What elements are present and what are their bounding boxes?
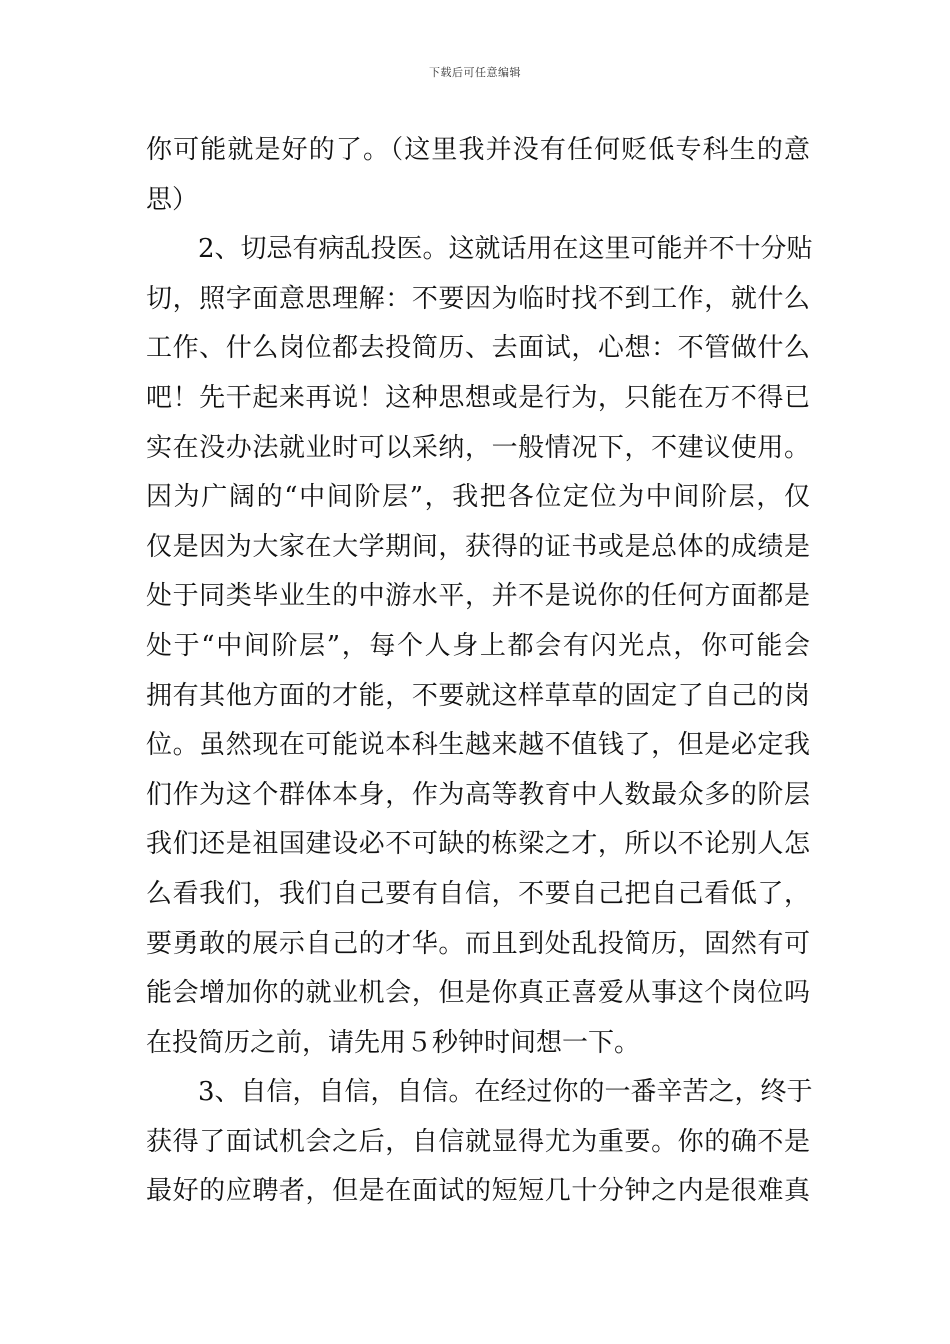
text-line: 工作、什么岗位都去投简历、去面试，心想：不管做什么 (146, 333, 810, 364)
text-line: 处于“中间阶层”，每个人身上都会有闪光点，你可能会 (146, 630, 810, 661)
text-line: 能会增加你的就业机会，但是你真正喜爱从事这个岗位吗 (146, 978, 810, 1009)
text-line: 你可能就是好的了。（这里我并没有任何贬低专科生的意 (146, 135, 810, 165)
text-line: 仅是因为大家在大学期间，获得的证书或是总体的成绩是 (146, 531, 810, 562)
paragraph-start-line: 2、切忌有病乱投医。这就话用在这里可能并不十分贴 (198, 234, 813, 265)
document-body (146, 126, 813, 1217)
text-line: 要勇敢的展示自己的才华。而且到处乱投简历，固然有可 (146, 928, 810, 959)
text-line: 因为广阔的“中间阶层”，我把各位定位为中间阶层，仅 (146, 482, 810, 513)
text-line: 思） (146, 184, 199, 215)
text-line: 获得了面试机会之后，自信就显得尤为重要。你的确不是 (146, 1126, 810, 1157)
text-line: 我们还是祖国建设必不可缺的栋梁之才，所以不论别人怎 (146, 829, 810, 860)
text-line: 拥有其他方面的才能，不要就这样草草的固定了自己的岗 (146, 680, 810, 711)
page-header: 下载后可任意编辑 (429, 66, 521, 79)
text-line: 么看我们，我们自己要有自信，不要自己把自己看低了， (146, 878, 810, 909)
text-line: 位。虽然现在可能说本科生越来越不值钱了，但是必定我 (146, 730, 810, 761)
text-line: 最好的应聘者，但是在面试的短短几十分钟之内是很难真 (146, 1176, 810, 1207)
text-line: 吧！先干起来再说！这种思想或是行为，只能在万不得已 (146, 382, 810, 413)
paragraph-start-line: 3、自信，自信，自信。在经过你的一番辛苦之，终于 (198, 1077, 813, 1108)
text-line: 们作为这个群体本身，作为高等教育中人数最众多的阶层 (146, 779, 810, 810)
text-line: 在投简历之前，请先用５秒钟时间想一下。 (146, 1027, 641, 1058)
text-line: 处于同类毕业生的中游水平，并不是说你的任何方面都是 (146, 581, 810, 612)
text-line: 切，照字面意思理解：不要因为临时找不到工作，就什么 (146, 283, 810, 314)
text-line: 实在没办法就业时可以采纳，一般情况下，不建议使用。 (146, 432, 810, 463)
